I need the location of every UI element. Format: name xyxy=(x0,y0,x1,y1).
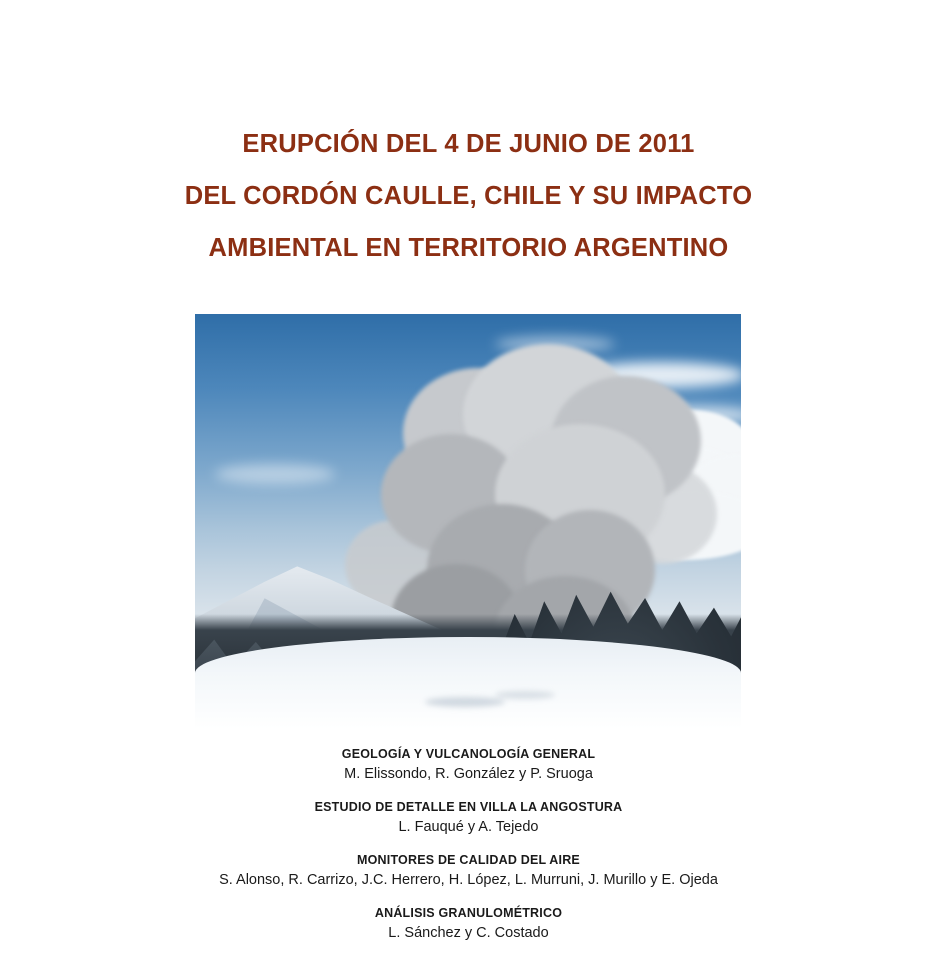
title-line-3: AMBIENTAL EN TERRITORIO ARGENTINO xyxy=(208,234,729,262)
credit-role: GEOLOGÍA Y VULCANOLOGÍA GENERAL xyxy=(341,747,596,761)
snow-shadow xyxy=(425,697,505,707)
cover-photo xyxy=(195,314,741,729)
credit-role: ESTUDIO DE DETALLE EN VILLA LA ANGOSTURA xyxy=(314,800,623,814)
credit-group xyxy=(0,904,937,944)
credit-role: MONITORES DE CALIDAD DEL AIRE xyxy=(357,853,580,867)
credit-group xyxy=(0,798,937,838)
credit-names: S. Alonso, R. Carrizo, J.C. Herrero, H. López, L. Murruni, J. Murillo y E. Ojeda xyxy=(219,872,718,888)
credit-names: M. Elissondo, R. González y P. Sruoga xyxy=(344,766,593,782)
credit-group xyxy=(0,745,937,785)
title-line-2: DEL CORDÓN CAULLE, CHILE Y SU IMPACTO xyxy=(184,182,753,210)
title-line-1: ERUPCIÓN DEL 4 DE JUNIO DE 2011 xyxy=(242,130,695,158)
credit-group xyxy=(0,851,937,891)
credit-role: ANÁLISIS GRANULOMÉTRICO xyxy=(374,906,563,920)
credit-names: L. Fauqué y A. Tejedo xyxy=(398,819,539,835)
snow-shadow xyxy=(495,691,555,699)
cloud-streak-icon xyxy=(215,464,335,484)
credits-section xyxy=(0,745,937,957)
snow-field xyxy=(195,637,741,729)
cover-photo-scene xyxy=(195,314,741,729)
page-title xyxy=(0,118,937,274)
credit-names: L. Sánchez y C. Costado xyxy=(388,925,549,941)
